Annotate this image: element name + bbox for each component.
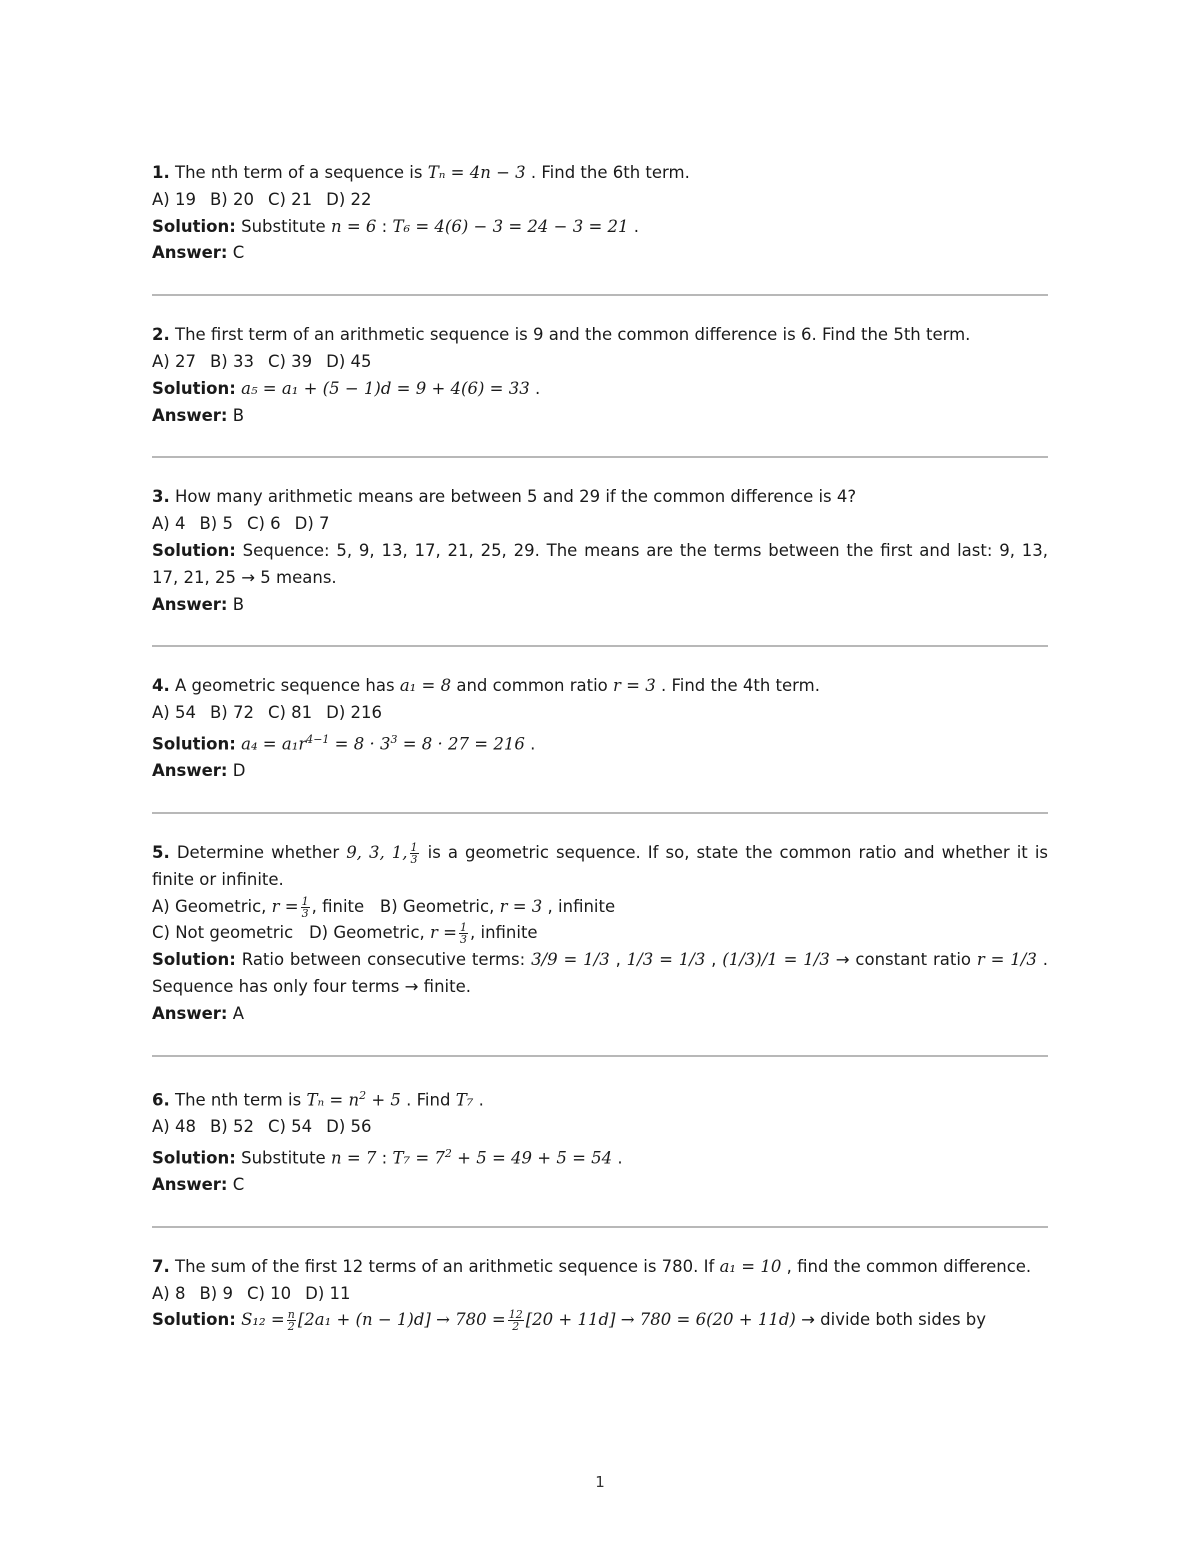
option-c: C) 6 <box>246 514 281 534</box>
options <box>152 349 1048 376</box>
problem-7 <box>152 1254 1048 1334</box>
option-c: C) 39 <box>267 351 313 371</box>
options-row-2 <box>152 920 1048 947</box>
option-b: B) 9 <box>199 1283 233 1303</box>
options <box>152 187 1048 214</box>
options <box>152 700 1048 727</box>
option-b: B) Geometric, r = 3 , infinite <box>379 896 616 916</box>
solution: Solution: Substitute n = 7 : $T_7 = 7^2 + 5 = 49 + 5 = 54$ . <box>152 1146 623 1168</box>
option-d: D) Geometric, r = $\frac{1}{3}$ , infinite <box>308 921 538 947</box>
fraction: $\frac{1}{3}$ <box>460 921 467 947</box>
option-d: D) 56 <box>326 1116 372 1136</box>
solution: Solution: Ratio between consecutive terms: 3/9 = 1/3 , 1/3 = 1/3 , (1/3)/1 = 1/3 → constant ratio r = 1/3 . Sequence has only four terms → finite. <box>152 950 1048 997</box>
option-b: B) 20 <box>209 189 254 209</box>
option-d: D) 22 <box>326 189 372 209</box>
option-c: C) Not geometric <box>152 923 294 943</box>
option-c: C) 54 <box>267 1116 313 1136</box>
question: 4. A geometric sequence has a₁ = 8 and common ratio r = 3 . Find the 4th term. <box>152 676 820 696</box>
option-a: A) Geometric, r = $\frac{1}{3}$ , finite <box>152 894 365 920</box>
divider <box>152 456 1048 458</box>
problem-1 <box>152 160 1048 267</box>
option-b: B) 52 <box>209 1116 254 1136</box>
option-b: B) 33 <box>209 351 254 371</box>
question: 5. Determine whether 9, 3, 1, $\frac{1}{3}$ is a geometric sequence. If so, state the common ratio and whether it is finite or infinite. <box>152 841 1049 889</box>
fraction: $\frac{n}{2}$ <box>287 1308 295 1334</box>
option-a: A) 8 <box>152 1283 186 1303</box>
option-d: D) 216 <box>326 703 383 723</box>
options-row-1 <box>152 894 1048 921</box>
options <box>152 1281 1048 1308</box>
solution: Solution: Sequence: 5, 9, 13, 17, 21, 25, 29. The means are the terms between the first and last: 9, 13, 17, 21, 25 → 5 means. <box>152 540 1048 587</box>
solution: Solution: $a_4 = a_1r^{4-1} = 8 \cdot 3^3 = 8 \cdot 27 = 216$ . <box>152 732 536 754</box>
question: 7. The sum of the first 12 terms of an arithmetic sequence is 780. If a₁ = 10 , find the common difference. <box>152 1256 1032 1276</box>
divider <box>152 294 1048 296</box>
fraction: $\frac{12}{2}$ <box>508 1308 523 1334</box>
solution: Solution: a₅ = a₁ + (5 − 1)d = 9 + 4(6) = 33 . <box>152 378 541 398</box>
option-a: A) 19 <box>152 189 196 209</box>
option-c: C) 10 <box>246 1283 292 1303</box>
options <box>152 511 1048 538</box>
option-b: B) 5 <box>199 514 233 534</box>
option-a: A) 27 <box>152 351 196 371</box>
answer: Answer: C <box>152 243 245 263</box>
document-page <box>152 160 1048 1334</box>
answer: Answer: D <box>152 761 246 781</box>
question: 6. The nth term is $T_n = n^2 + 5$ . Find T₇ . <box>152 1088 484 1110</box>
page-number: 1 <box>595 1473 605 1491</box>
answer: Answer: B <box>152 405 245 425</box>
divider <box>152 1226 1048 1228</box>
option-c: C) 21 <box>267 189 313 209</box>
problem-5 <box>152 840 1048 1028</box>
options <box>152 1114 1048 1141</box>
answer: Answer: C <box>152 1175 245 1195</box>
divider <box>152 1055 1048 1057</box>
answer: Answer: A <box>152 1003 245 1023</box>
fraction: $\frac{1}{3}$ <box>410 841 418 867</box>
solution: Solution: Substitute n = 6 : T₆ = 4(6) − 3 = 24 − 3 = 21 . <box>152 216 640 236</box>
problem-2 <box>152 322 1048 429</box>
fraction: $\frac{1}{3}$ <box>301 894 309 920</box>
question: 1. The nth term of a sequence is Tₙ = 4n − 3 . Find the 6th term. <box>152 163 690 182</box>
question: 2. The first term of an arithmetic sequence is 9 and the common difference is 6. Find the 5th term. <box>152 325 971 345</box>
divider <box>152 645 1048 647</box>
option-d: D) 45 <box>326 351 372 371</box>
option-a: A) 54 <box>152 703 196 723</box>
option-a: A) 48 <box>152 1116 196 1136</box>
option-d: D) 7 <box>294 514 330 534</box>
problem-4 <box>152 673 1048 785</box>
problem-3 <box>152 484 1048 618</box>
option-d: D) 11 <box>305 1283 351 1303</box>
option-a: A) 4 <box>152 514 186 534</box>
solution: Solution: S₁₂ = $\frac{n}{2}$ [2a₁ + (n − 1)d] → 780 = $\frac{12}{2}$ [20 + 11d] → 780 = 6(20 + 11d) → divide both sides by <box>152 1308 987 1334</box>
question: 3. How many arithmetic means are between 5 and 29 if the common difference is 4? <box>152 487 857 507</box>
option-c: C) 81 <box>267 703 313 723</box>
divider <box>152 812 1048 814</box>
answer: Answer: B <box>152 594 245 614</box>
math: Tₙ = 4n − 3 <box>427 163 526 182</box>
option-b: B) 72 <box>209 703 254 723</box>
problem-6 <box>152 1083 1048 1199</box>
